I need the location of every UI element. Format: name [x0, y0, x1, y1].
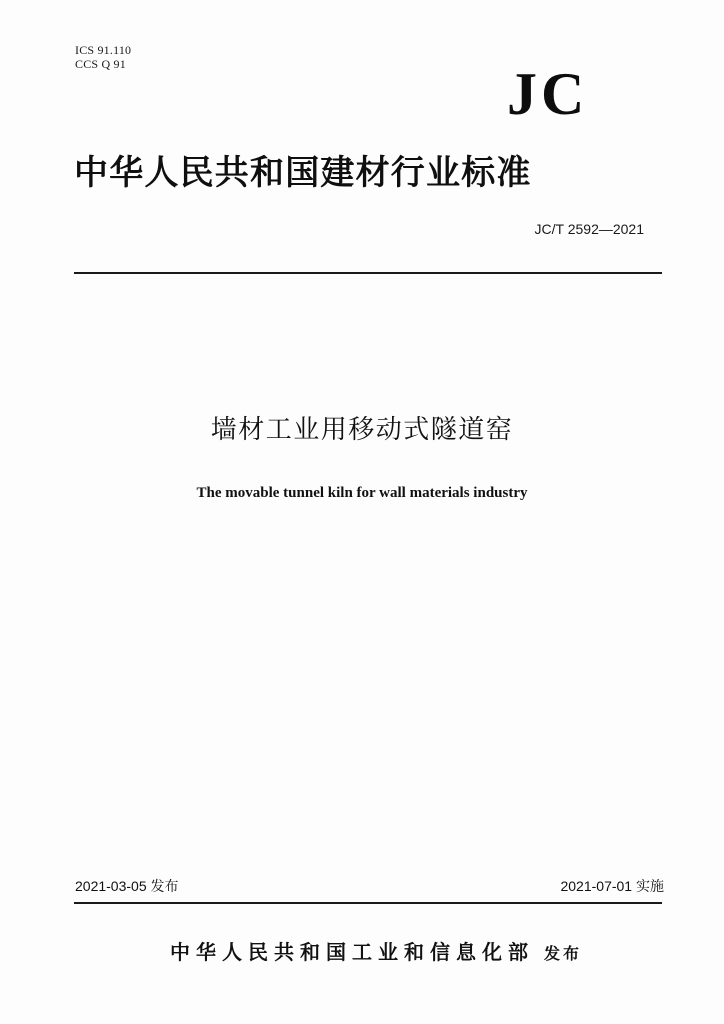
standard-number: JC/T 2592—2021 — [534, 221, 644, 237]
implementation-date: 2021-07-01 实施 — [560, 878, 664, 894]
jc-logo: JC — [507, 61, 589, 127]
issuing-label: 发布 — [544, 944, 583, 963]
top-divider — [74, 272, 662, 274]
bottom-divider — [74, 902, 662, 904]
standard-category-title: 中华人民共和国建材行业标准 — [74, 153, 532, 193]
ics-code: ICS 91.110 — [75, 43, 132, 57]
document-title-english: The movable tunnel kiln for wall materials industry — [196, 485, 528, 501]
issuing-authority: 中华人民共和国工业和信息化部 — [170, 940, 534, 964]
ccs-code: CCS Q 91 — [75, 57, 126, 71]
issue-date: 2021-03-05 发布 — [75, 878, 179, 894]
document-title-chinese: 墙材工业用移动式隧道窑 — [210, 415, 514, 445]
classification-codes — [75, 43, 131, 71]
